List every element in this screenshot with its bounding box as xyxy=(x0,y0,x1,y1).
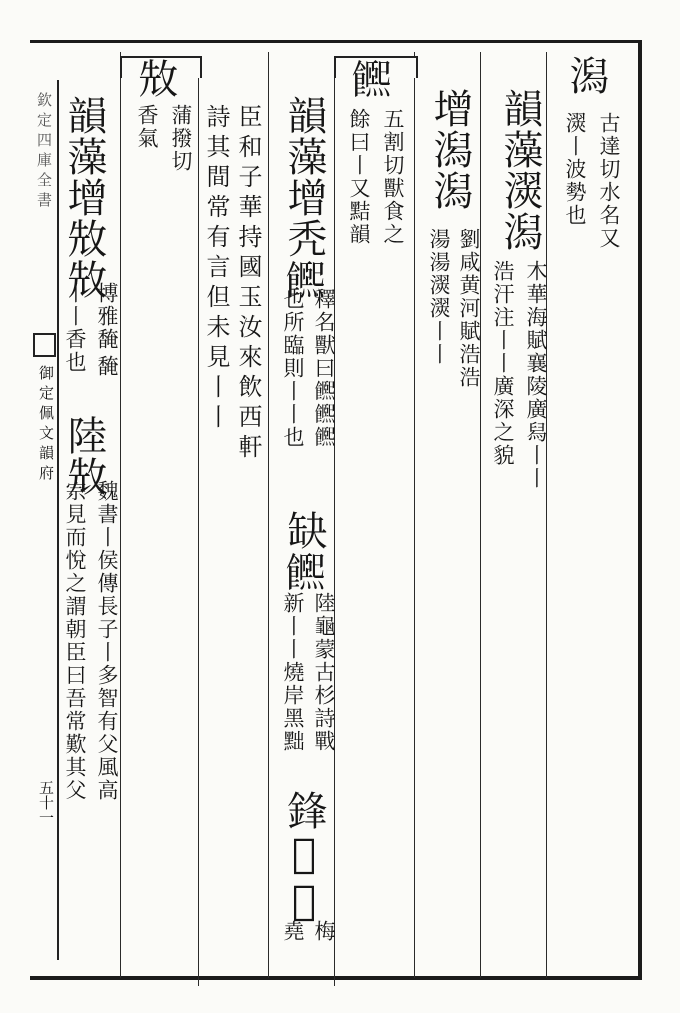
entry-head: 鋒𤕫𩟄 xyxy=(281,790,327,925)
fishtail-mark xyxy=(33,333,56,357)
column-rule xyxy=(334,60,335,986)
gloss-text: 馣 xyxy=(95,355,119,378)
body-text: 臣和子華持國玉汝來飲西軒 xyxy=(234,104,262,464)
entry-head: 韻藻增㪇㪇 xyxy=(61,95,107,300)
entry-head: 㪇 xyxy=(132,58,178,99)
entry-head: 增潟潟 xyxy=(427,88,473,211)
body-text: 魏書丨侯傳長子丨多智有父風高 xyxy=(95,480,119,802)
gloss-text: 蒲撥切 xyxy=(169,104,193,173)
gloss-text: 新丨丨燒岸黑黜 xyxy=(281,592,305,753)
entry-head: 𩟄 xyxy=(347,58,393,99)
page-frame xyxy=(30,40,642,980)
entry-head: 缺𩟄 xyxy=(281,510,327,592)
column-rule xyxy=(414,52,415,978)
column-rule xyxy=(546,52,547,978)
gloss-text: 梅 xyxy=(312,920,336,943)
gloss-text: 釋名獸曰𩟄𩟄𩟄 xyxy=(312,288,336,449)
column-rule xyxy=(480,52,481,978)
gloss-text: 香氣 xyxy=(135,104,159,150)
margin-column xyxy=(30,80,59,960)
gloss-text: 餘曰丨又黠韻 xyxy=(347,108,371,246)
definition-text: 古達切水名又 xyxy=(597,112,621,250)
column-rule xyxy=(268,52,269,978)
gloss-text: 劉咸黄河賦浩浩 xyxy=(457,228,481,389)
gloss-text: 博雅馣 xyxy=(95,282,119,351)
gloss-text: 堯 xyxy=(281,920,305,943)
gloss-text: 陸龜蒙古杉詩戰 xyxy=(312,592,336,753)
body-text: 宗見而悅之謂朝臣曰吾常歎其父 xyxy=(63,480,87,802)
body-text: 詩其間常有言但未見丨丨 xyxy=(202,104,230,434)
entry-head: 韻藻㵤潟 xyxy=(497,88,543,252)
column-rule xyxy=(198,60,199,986)
column-rule xyxy=(120,52,121,978)
gloss-text: 浩汗注丨丨廣深之貌 xyxy=(491,260,515,467)
gloss-text: 五割切獸食之 xyxy=(381,108,405,246)
margin-title: 欽定四庫全書 xyxy=(35,92,53,212)
entry-head: 韻藻增秃𩟄 xyxy=(281,95,327,300)
gloss-text: 木華海賦襄陵廣舄丨丨 xyxy=(524,260,548,490)
gloss-text: 丨丨香也 xyxy=(63,282,87,374)
page-number: 五十一 xyxy=(37,780,55,825)
entry-head: 陸㪇 xyxy=(61,415,107,497)
definition-text: 㵤丨波勢也 xyxy=(563,112,587,227)
entry-head: 潟 xyxy=(563,55,609,96)
margin-label: 御定佩文韻府 xyxy=(37,365,55,485)
gloss-text: 也所臨則丨丨也 xyxy=(281,288,305,449)
gloss-text: 湯湯㵤㵤丨丨 xyxy=(427,228,451,366)
